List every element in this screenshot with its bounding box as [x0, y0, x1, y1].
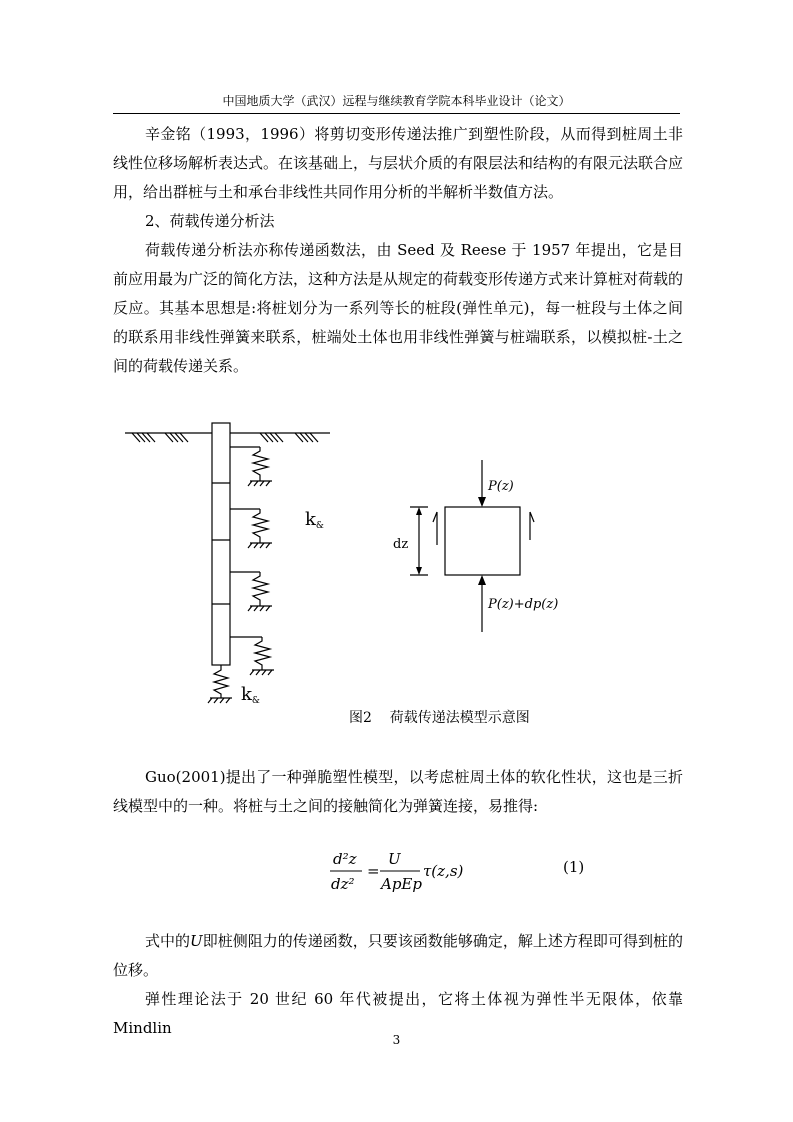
- paragraph-5: 弹性理论法于 20 世纪 60 年代被提出，它将土体视为弹性半无限体，依靠 Mindlin: [113, 990, 683, 1037]
- paragraph-1: 辛金铭（1993，1996）将剪切变形传递法推广到塑性阶段，从而得到桩周土非线性位移场解析表达式。在该基础上，与层状介质的有限层法和结构的有限元法联合应用，给出群桩与土和承台非线性共同作用分析的半解析半数值方法。: [113, 125, 684, 201]
- figure-caption: 图2 荷载传递法模型示意图: [349, 710, 530, 726]
- p4-text-a: 式中的: [145, 932, 191, 950]
- eq-lhs-denominator: dz²: [331, 875, 355, 893]
- section-heading-2: 2、荷载传递分析法: [145, 212, 275, 230]
- paragraph-2: 荷载传递分析法亦称传递函数法，由 Seed 及 Reese 于 1957 年提出，它是目前应用最为广泛的简化方法，这种方法是从规定的荷载变形传递方式来计算桩对荷载的反应。其基本思想是:将桩划分为一系列等长的桩段(弹性单元)，每一桩段与土体之间的联系用非线性弹簧来联系，桩端处土体也用非线性弹簧与桩端联系，以模拟桩-土之间的荷载传递关系。: [113, 241, 684, 375]
- paragraph-3: Guo(2001)提出了一种弹脆塑性模型，以考虑桩周土体的软化性状，这也是三折线模型中的一种。将桩与土之间的接触简化为弹簧连接，易推得:: [113, 768, 683, 815]
- paragraph-4: [113, 927, 683, 985]
- side-spring-label: k&: [305, 509, 324, 531]
- tip-spring-label: k&: [241, 684, 260, 706]
- p4-text-b: 即桩侧阻力的传递函数，只要该函数能够确定，解上述方程即可得到桩的位移。: [113, 932, 683, 979]
- bottom-force-label: P(z)+dp(z): [488, 597, 559, 612]
- p4-symbol-u: U: [190, 932, 203, 950]
- eq-equals: =: [367, 862, 380, 880]
- page-number: 3: [392, 1033, 401, 1047]
- equation-number: (1): [563, 858, 585, 876]
- page-header: 中国地质大学（武汉）远程与继续教育学院本科毕业设计（论文）: [222, 94, 571, 108]
- dz-label: dz: [393, 537, 409, 552]
- top-force-label: P(z): [488, 479, 514, 494]
- eq-rhs-function: τ(z,s): [423, 862, 464, 880]
- eq-lhs-numerator: d²z: [333, 850, 357, 868]
- eq-rhs-numerator: U: [388, 850, 401, 868]
- eq-rhs-denominator: ApEp: [381, 875, 422, 893]
